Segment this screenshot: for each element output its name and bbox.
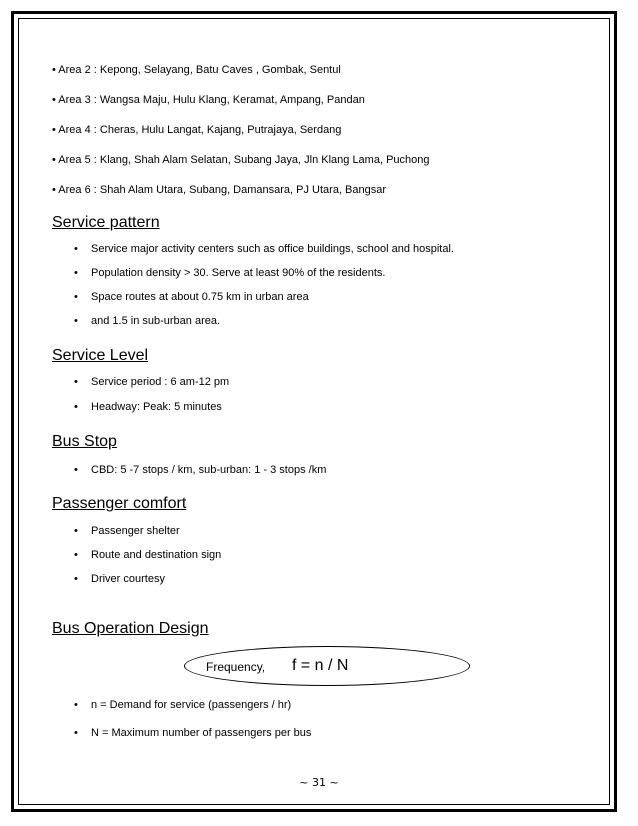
list-item: • and 1.5 in sub-urban area. xyxy=(74,315,221,327)
frequency-formula: f = n / N xyxy=(292,657,349,674)
list-item: • N = Maximum number of passengers per bus xyxy=(74,727,312,739)
list-item: • Driver courtesy xyxy=(74,573,165,585)
list-item: • Space routes at about 0.75 km in urban area xyxy=(74,291,309,303)
list-item: • Passenger shelter xyxy=(74,525,180,537)
area-2-line: • Area 2 : Kepong, Selayang, Batu Caves , Gombak, Sentul xyxy=(52,64,341,76)
list-item: • Headway: Peak: 5 minutes xyxy=(74,401,222,413)
bus-operation-heading: Bus Operation Design xyxy=(52,620,209,637)
list-item: • Service period : 6 am-12 pm xyxy=(74,376,230,388)
service-level-heading: Service Level xyxy=(52,347,149,364)
page-number: ~ 31 ~ xyxy=(299,776,339,789)
area-6-line: • Area 6 : Shah Alam Utara, Subang, Damansara, PJ Utara, Bangsar xyxy=(52,184,387,196)
list-item: • Route and destination sign xyxy=(74,549,222,561)
list-item: • Population density > 30. Serve at least 90% of the residents. xyxy=(74,267,386,279)
bus-stop-heading: Bus Stop xyxy=(52,433,117,450)
area-3-line: • Area 3 : Wangsa Maju, Hulu Klang, Keramat, Ampang, Pandan xyxy=(52,94,365,106)
area-5-line: • Area 5 : Klang, Shah Alam Selatan, Subang Jaya, Jln Klang Lama, Puchong xyxy=(52,154,430,166)
service-pattern-heading: Service pattern xyxy=(52,214,160,231)
list-item: • n = Demand for service (passengers / hr) xyxy=(74,699,292,711)
list-item: • Service major activity centers such as office buildings, school and hospital. xyxy=(74,243,454,255)
list-item: • CBD: 5 -7 stops / km, sub-urban: 1 - 3 stops /km xyxy=(74,464,327,476)
area-4-line: • Area 4 : Cheras, Hulu Langat, Kajang, Putrajaya, Serdang xyxy=(52,124,342,136)
frequency-label: Frequency, xyxy=(206,660,266,674)
passenger-comfort-heading: Passenger comfort xyxy=(52,495,187,512)
